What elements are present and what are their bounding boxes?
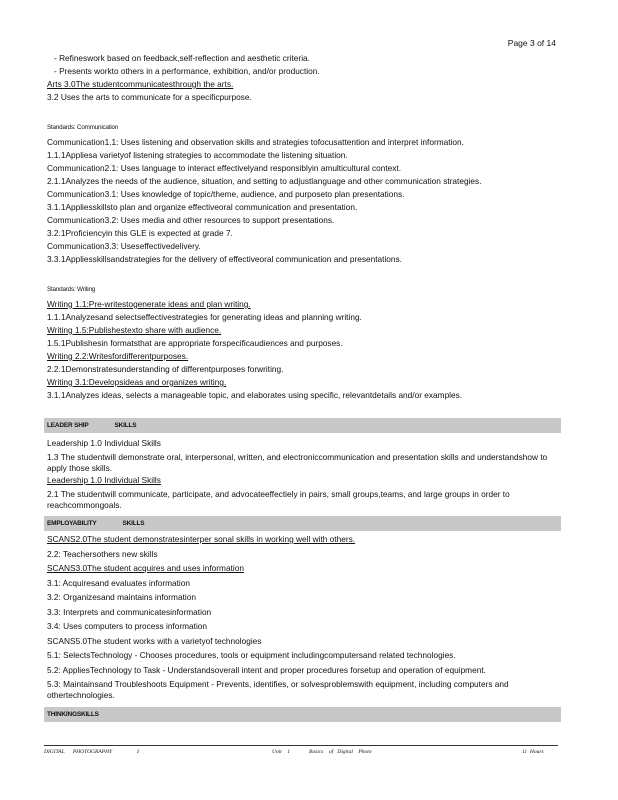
leadership-paragraph: 2.1 The studentwill communicate, participate, and advocateeffectiely in pairs, small groups,teams, and large groups in order to reachcommongoals. [47,489,510,510]
communication-line: 2.1.1Analyzes the needs of the audience, situation, and setting to adjustlanguage and other communication strategies. [47,176,482,186]
communication-line: Communication3.3: Useseffectivedelivery. [47,241,201,251]
employability-line: 3.3: Interprets and communicatesinformation [47,606,212,617]
leadership-heading: Leadership 1.0 Individual Skills [47,475,161,485]
arts-heading: Arts 3.0The studentcommunicatesthrough the arts. [47,79,234,89]
section-subtitle: SKILLS [114,422,137,429]
arts-item: 3.2 Uses the arts to communicate for a specificpurpose. [47,92,252,102]
communication-line: 3.3.1Appliesskillsandstrategies for the delivery of effectiveoral communication and presentations. [47,254,402,264]
footer-unit-title: Basics of Digital Photo [309,749,372,755]
employability-line: 3.2: Organizesand maintains information [47,592,196,602]
section-title: LEADER SHIP [47,422,89,429]
footer-hours: 11 Hours [522,749,544,755]
writing-heading: Writing 1.1:Pre-writestogenerate ideas and plan writing. [47,299,251,309]
writing-line: 2.2.1Demonstratesunderstanding of differentpurposes forwriting. [47,364,284,374]
employability-paragraph: 5.3: Maintainsand Troubleshoots Equipment - Prevents, identifies, or solvesproblemswith equipment, including computers and othertechnologies. [47,679,509,700]
bullet-line: - Refineswork based on feedback,self-reflection and aesthetic criteria. [54,53,310,63]
thinking-section-bar [44,707,561,722]
writing-heading: Writing 2.2:Writesfordifferentpurposes. [47,351,189,361]
employability-heading: SCANS2.0The student demonstratesinterper sonal skills in working well with others. [47,534,356,544]
communication-standards-label: Standards: Communication [47,124,119,131]
writing-line: 1.5.1Publishesin formatsthat are appropriate forspecificaudiences and purposes. [47,338,343,348]
communication-line: Communication3.2: Uses media and other resources to support presentations. [47,215,335,225]
footer-divider [44,745,558,746]
employability-line: SCANS5.0The student works with a varietyof technologies [47,635,262,646]
communication-line: Communication3.1: Uses knowledge of topic/theme, audience, and purposeto plan presentations. [47,189,405,199]
section-title: THINKINGSKILLS [47,711,99,718]
footer [44,749,558,761]
employability-heading: SCANS3.0The student acquires and uses information [47,563,244,573]
document-body [47,52,561,722]
section-subtitle: SKILLS [122,520,145,527]
leadership-line: Leadership 1.0 Individual Skills [47,438,161,448]
leadership-section-bar [44,418,561,433]
page-number: Page 3 of 14 [507,38,556,48]
footer-course: DIGITAL PHOTOGRAPHY [44,749,113,755]
employability-line: 5.2: AppliesTechnology to Task - Understandsoverall intent and proper procedures forsetup and operation of equipment. [47,664,486,675]
communication-line: 3.2.1Proficiencyin this GLE is expected at grade 7. [47,228,233,238]
bullet-line: - Presents workto others in a performance, exhibition, and/or production. [54,66,320,76]
footer-unit: Unit 1 [272,749,291,755]
writing-standards-label: Standards: Writing [47,286,96,293]
employability-line: 3.4: Uses computers to process information [47,621,208,631]
communication-line: 3.1.1Appliesskillsto plan and organize effectiveoral communication and presentation. [47,202,358,212]
leadership-paragraph: 1.3 The studentwill demonstrate oral, interpersonal, written, and electroniccommunication and presentation skills and understandshow to apply those skills. [47,452,548,473]
employability-line: 5.1: SelectsTechnology - Chooses procedures, tools or equipment includingcomputersand related technologies. [47,650,456,660]
writing-heading: Writing 1.5:Publishestexto share with audience. [47,325,222,335]
section-title: EMPLOYABILITY [47,520,97,527]
employability-section-bar [44,516,561,531]
writing-line: 3.1.1Analyzes ideas, selects a manageable topic, and elaborates using specific, relevantdetails and/or examples. [47,390,463,400]
writing-line: 1.1.1Analyzesand selectseffectivestrategies for generating ideas and planning writing. [47,312,362,322]
writing-heading: Writing 3.1:Developsideas and organizes writing. [47,377,227,387]
communication-line: Communication1.1: Uses listening and observation skills and strategies tofocusattention and interpret information. [47,137,464,147]
footer-level: I [137,749,139,755]
communication-line: Communication2.1: Uses language to interact effectivelyand responsiblyin amulticultural context. [47,163,402,173]
employability-line: 2.2: Teachersothers new skills [47,548,158,559]
employability-line: 3.1: Acquiresand evaluates information [47,577,190,588]
communication-line: 1.1.1Appliesa varietyof listening strategies to accommodate the listening situation. [47,150,348,160]
